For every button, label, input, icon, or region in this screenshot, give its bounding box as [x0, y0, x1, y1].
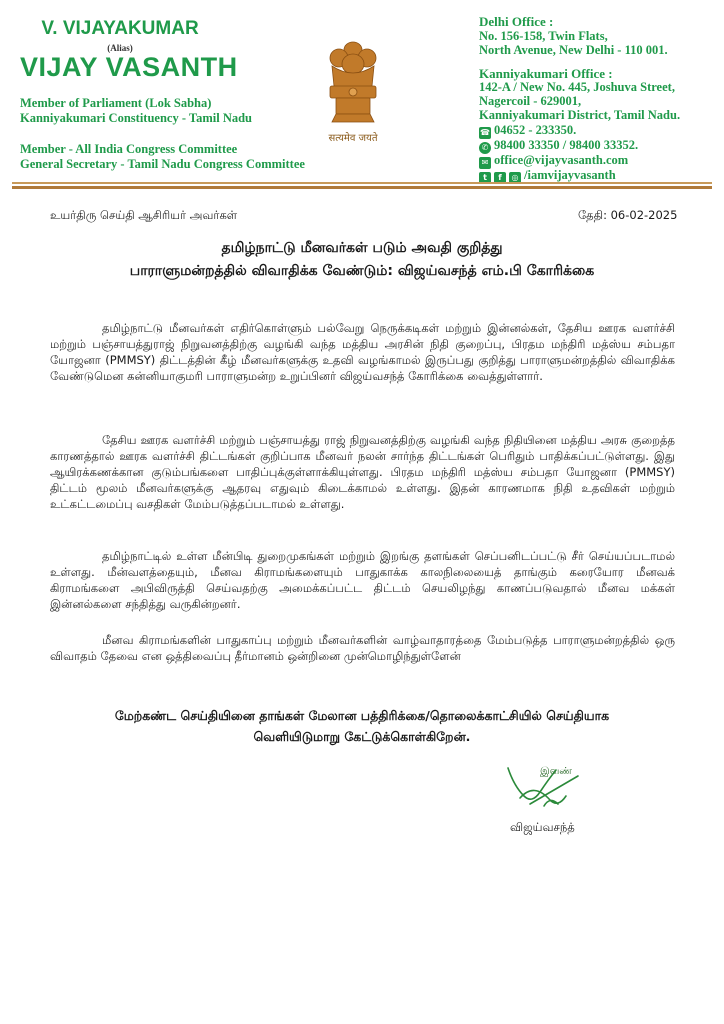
whatsapp-icon: ✆ — [479, 142, 491, 154]
delhi-office-line1: No. 156-158, Twin Flats, — [479, 29, 608, 43]
header-divider — [12, 182, 712, 184]
emblem-motto: सत्यमेव जयते — [328, 133, 378, 144]
letter-date: தேதி: 06-02-2025 — [578, 208, 678, 222]
header-divider-thick — [12, 186, 712, 189]
facebook-icon: f — [494, 172, 506, 184]
paragraph-1: தமிழ்நாட்டு மீனவர்கள் எதிர்கொள்ளும் பல்வேறு நெருக்கடிகள் மற்றும் இன்னல்கள், தேசிய ஊரக வளர்ச்சி மற்றும் பஞ்சாயத்துராஜ் நிறுவனத்திற்கு வழங்கி வந்த மத்திய அரசின் நிதி குறைப்பு, பிரதம மந்திரி மத்ஸ்ய சம்பதா யோஜனா (PMMSY) திட்டத்தின் கீழ் மீனவர்களுக்கு உதவி வழங்காமல் இருப்பது குறித்து பாராளுமன்றத்தில் விவாதிக்க வேண்டுமென கன்னியாகுமரி பாராளுமன்ற உறுப்பினர் விஜய்வசந்த் கோரிக்கை வைத்துள்ளார். — [50, 321, 675, 383]
twitter-icon: t — [479, 172, 491, 184]
kanniyakumari-office-heading: Kanniyakumari Office : — [479, 66, 613, 81]
kanniyakumari-office-line2: Nagercoil - 629001, — [479, 94, 582, 108]
title-line-2: பாராளுமன்றத்தில் விவாதிக்க வேண்டும்: விஜய்வசந்த் எம்.பி கோரிக்கை — [129, 263, 595, 279]
paragraph-2: தேசிய ஊரக வளர்ச்சி மற்றும் பஞ்சாயத்து ராஜ் நிறுவனத்திற்கு வழங்கி வந்த நிதியினை மத்திய அரசு குறைத்த காரணத்தால் ஊரக வளர்ச்சி திட்டங்கள் குறிப்பாக மீனவர் நலன் சார்ந்த திட்டங்கள் பெரிதும் பாதிக்கப்பட்டுள்ளது. இது ஆயிரக்கணக்கான குடும்பங்களை பாதிப்புக்குள்ளாக்கியுள்ளது. பிரதம மந்திரி மத்ஸ்ய சம்பதா யோஜனா (PMMSY) திட்டம் மூலம் மீனவர்களுக்கு ஆதரவு எதுவும் கிடைக்காமல் உள்ளது. இதன் காரணமாக நிதி உதவிகள் மற்றும் உட்கட்டமைப்பு வசதிகள் மேம்படுத்தப்படாமல் உள்ளது. — [50, 433, 675, 511]
signature-word: இவண் — [540, 766, 573, 777]
signature — [500, 756, 590, 816]
letterhead — [0, 0, 724, 195]
instagram-icon: ◎ — [509, 172, 521, 184]
role-aicc: Member - All India Congress Committee — [20, 142, 238, 156]
national-emblem-icon — [318, 36, 388, 140]
name-main: VIJAY VASANTH — [20, 52, 238, 82]
phone-icon: ☎ — [480, 128, 490, 137]
phone-number: 04652 - 233350. — [494, 123, 577, 137]
phone-line — [479, 123, 576, 139]
closing-line-2: வெளியிடுமாறு கேட்டுக்கொள்கிறேன். — [253, 729, 471, 744]
signer-name: விஜய்வசந்த் — [510, 820, 575, 834]
name-top: V. VIJAYAKUMAR — [41, 18, 199, 39]
alias-label: (Alias) — [107, 43, 133, 53]
kanniyakumari-office-line3: Kanniyakumari District, Tamil Nadu. — [479, 108, 681, 122]
email-line — [479, 153, 628, 169]
addressee: உயர்திரு செய்தி ஆசிரியர் அவர்கள் — [50, 208, 238, 222]
kanniyakumari-office-line1: 142-A / New No. 445, Joshuva Street, — [479, 80, 675, 94]
whatsapp-number: 98400 33350 / 98400 33352. — [494, 138, 639, 152]
delhi-office-heading: Delhi Office : — [479, 14, 554, 29]
role-constituency: Kanniyakumari Constituency - Tamil Nadu — [20, 111, 252, 125]
email-icon: ✉ — [479, 157, 491, 169]
role-mp: Member of Parliament (Lok Sabha) — [20, 96, 212, 110]
delhi-office-line2: North Avenue, New Delhi - 110 001. — [479, 43, 668, 57]
whatsapp-line — [479, 138, 638, 154]
paragraph-3: தமிழ்நாட்டில் உள்ள மீன்பிடி துறைமுகங்கள் மற்றும் இறங்கு தளங்கள் செப்பனிடப்பட்டு சீர் செய்யப்படாமல் உள்ளது. மீன்வளத்தையும், மீனவ கிராமங்களையும் பாதுகாக்க காலநிலையைத் தாங்கும் கரையோர மீனவக் கிராமங்களை அபிவிருத்தி செய்வதற்கு அமைக்கப்பட்ட திட்டம் செயலிழந்து காணப்படுவதால் மீனவ மக்கள் இன்னல்களை சந்தித்து வருகின்றனர். — [50, 549, 675, 611]
role-tncc: General Secretary - Tamil Nadu Congress Committee — [20, 157, 305, 171]
social-handle: /iamvijayvasanth — [524, 168, 616, 182]
paragraph-4: மீனவ கிராமங்களின் பாதுகாப்பு மற்றும் மீனவர்களின் வாழ்வாதாரத்தை மேம்படுத்த பாராளுமன்றத்தில் ஒரு விவாதம் தேவை என ஒத்திவைப்பு தீர்மானம் ஒன்றினை முன்மொழிந்துள்ளேன் — [50, 633, 675, 663]
email-address: office@vijayvasanth.com — [494, 153, 629, 167]
title-line-1: தமிழ்நாட்டு மீனவர்கள் படும் அவதி குறித்து — [221, 240, 503, 256]
closing-line-1: மேற்கண்ட செய்தியினை தாங்கள் மேலான பத்திரிக்கை/தொலைக்காட்சியில் செய்தியாக — [114, 708, 610, 723]
